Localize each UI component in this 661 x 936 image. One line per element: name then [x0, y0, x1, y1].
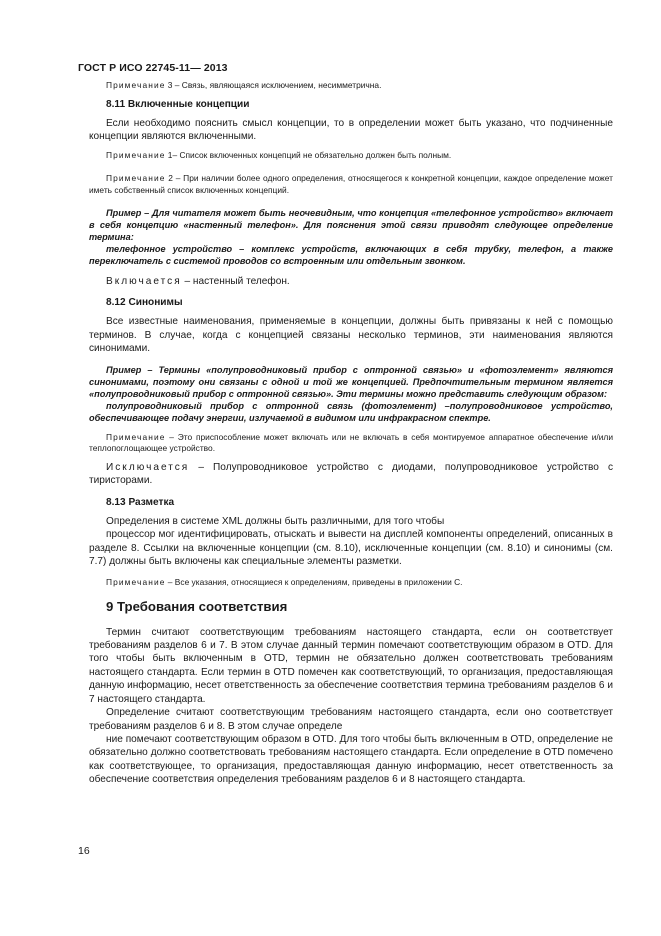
paragraph-8-11: Если необходимо пояснить смысл концепции, то в определении может быть указано, что подчиненные концепции являются включенными. [89, 118, 613, 143]
note-text: 3 – Связь, являющаяся исключением, несимметрична. [165, 80, 382, 90]
note-label: Примечание [106, 431, 166, 442]
note-8-11-1 [89, 150, 613, 162]
excluded-text: – Полупроводниковое устройство с диодами, полупроводниковое устройство с тиристорами. [89, 461, 613, 487]
paragraph-8-12: Все известные наименования, применяемые в концепции, должны быть привязаны к ней с помощью терминов. В случае, когда с концепцией связаны несколько терминов, эти наименования являются синонимами. [89, 316, 613, 355]
note-8-11-2 [89, 173, 613, 196]
section-heading-8-11: 8.11 Включенные концепции [106, 98, 250, 110]
note-text: 1– Список включенных концепций не обязательно должен быть полным. [165, 149, 452, 160]
paragraph-9-a: Термин считают соответствующим требованиям настоящего стандарта, если он соответствует требованиям разделов 6 и 7. В этом случае данный термин помечают соответствующим образом в OTD. Для того чтобы быть включенным в OTD, термин не обязательно должен соответствовать требованиям настоящего стандарта. Если термин в OTD помечен как соответствующий, то организация, предоставляющая данную информацию, несет ответственность за обеспечение соответствия термина требованиям разделов 6 и 7 настоящего стандарта. [89, 626, 613, 705]
note-text: – Все указания, относящиеся к определениям, приведены в приложении С. [165, 576, 463, 587]
section-heading-8-12: 8.12 Синонимы [106, 297, 183, 308]
document-header: ГОСТ Р ИСО 22745-11— 2013 [78, 62, 228, 74]
example-8-11-a: Пример – Для читателя может быть неочевидным, что концепция «телефонное устройство» включает в себя концепцию «настенный телефон». Для пояснения этой связи приводят следующее определение термина: [89, 207, 613, 242]
note-3 [89, 80, 613, 92]
page-number: 16 [78, 845, 90, 857]
excluded-line [89, 461, 613, 488]
example-8-11-b: телефонное устройство – комплекс устройств, включающих в себя трубку, телефон, а также переключатель с системой проводов со встроенным или отдельным звонком. [89, 243, 613, 266]
included-text: – настенный телефон. [181, 275, 290, 287]
paragraph-8-13-a: Определения в системе XML должны быть различными, для того чтобы [106, 516, 445, 528]
page-content [89, 80, 613, 787]
note-label: Примечание [106, 173, 166, 184]
note-8-13 [89, 577, 613, 589]
section-heading-9: 9 Требования соответствия [106, 599, 288, 615]
note-8-12 [89, 432, 613, 455]
example-8-12-b: полупроводниковый прибор с оптронной связь (фотоэлемент) –полупроводниковое устройство, обеспечивающее подачу энергии, излучаемой в видимом или инфракрасном спектре. [89, 400, 613, 423]
paragraph-9-c: ние помечают соответствующим образом в OTD. Для того чтобы быть включенным в OTD, определение не обязательно должно соответствовать требованиям настоящего стандарта. Если определение в OTD помечено как соответствующее, то организация, предоставляющая данную информацию, несет ответственность за обеспечение соответствия определения требованиям разделов 6 и 8 настоящего стандарта. [89, 733, 613, 786]
note-text: 2 – При наличии более одного определения, относящегося к конкретной концепции, каждое определение может иметь собственный список включенных концепций. [89, 173, 613, 195]
paragraph-8-13-b: процессор мог идентифицировать, отыскать и вывести на дисплей компоненты определений, описанных в разделе 8. Ссылки на включенные концепции (см. 8.10), исключенные концепции (см. 8.10) и синонимы (см. 7.7) должны быть включены как специальные элементы разметки. [89, 529, 613, 568]
paragraph-9-b: Определение считают соответствующим требованиям настоящего стандарта, если оно соответствует требованиям разделов 6 и 8. В этом случае определе [89, 707, 613, 732]
example-8-12-a: Пример – Термины «полупроводниковый прибор с оптронной связью» и «фотоэлемент» являются синонимами, поэтому они связаны с одной и той же концепцией. Предпочтительным термином является «полупроводниковый прибор с оптронной связью». Эти термины можно представить следующим образом: [89, 364, 613, 399]
excluded-label: Исключается [106, 461, 190, 473]
note-label: Примечание [106, 576, 166, 587]
note-label: Примечание [106, 80, 166, 90]
note-text: – Это приспособление может включать или не включать в себя монтируемое аппаратное обеспечение и/или теплопоглощающее устройство. [89, 431, 613, 454]
included-line [89, 275, 613, 288]
section-heading-8-13: 8.13 Разметка [106, 496, 175, 508]
included-label: Включается [106, 275, 182, 287]
note-label: Примечание [106, 149, 166, 160]
